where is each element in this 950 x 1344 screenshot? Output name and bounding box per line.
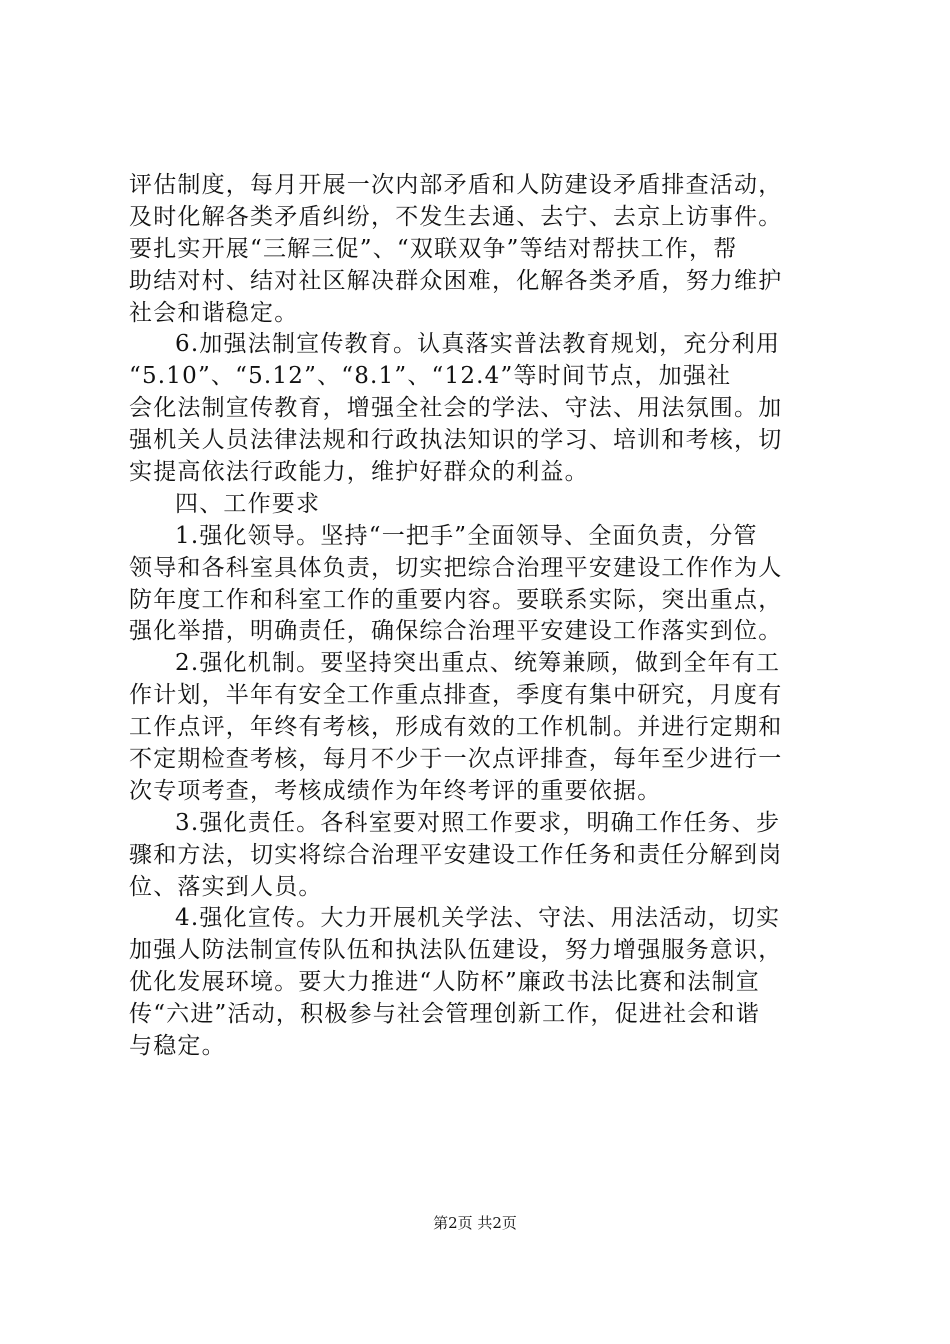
- section-heading: 四、工作要求: [175, 490, 321, 517]
- text-line: 要扎实开展“三解三促”、“双联双争”等结对帮扶工作，帮: [129, 235, 738, 262]
- text-line: 与稳定。: [129, 1033, 226, 1060]
- text-line: 工作点评，年终有考核，形成有效的工作机制。并进行定期和: [129, 714, 783, 741]
- document-body: [129, 170, 829, 1063]
- paragraph-start-line: 6.加强法制宣传教育。认真落实普法教育规划，充分利用: [175, 331, 781, 358]
- text-line: 骤和方法，切实将综合治理平安建设工作任务和责任分解到岗: [129, 841, 783, 868]
- paragraph-start-line: 1.强化领导。坚持“一把手”全面领导、全面负责，分管: [175, 522, 758, 549]
- text-line: 传“六进”活动，积极参与社会管理创新工作，促进社会和谐: [129, 1001, 760, 1028]
- text-line: 助结对村、结对社区解决群众困难，化解各类矛盾，努力维护: [129, 267, 783, 294]
- text-line: 评估制度，每月开展一次内部矛盾和人防建设矛盾排查活动，: [129, 172, 783, 198]
- text-line: 及时化解各类矛盾纠纷，不发生去通、去宁、去京上访事件。: [129, 203, 783, 230]
- text-line: 强化举措，明确责任，确保综合治理平安建设工作落实到位。: [129, 618, 783, 645]
- text-line: 不定期检查考核，每月不少于一次点评排查，每年至少进行一: [129, 746, 783, 773]
- text-line: 加强人防法制宣传队伍和执法队伍建设，努力增强服务意识，: [129, 937, 783, 964]
- text-line: “5.10”、“5.12”、“8.1”、“12.4”等时间节点，加强社: [129, 363, 732, 390]
- page-number-footer: 第2页 共2页: [433, 1214, 517, 1232]
- text-line: 作计划，半年有安全工作重点排查，季度有集中研究，月度有: [129, 682, 783, 709]
- text-line: 领导和各科室具体负责，切实把综合治理平安建设工作作为人: [129, 554, 783, 581]
- paragraph-start-line: 4.强化宣传。大力开展机关学法、守法、用法活动，切实: [175, 905, 781, 932]
- text-line: 实提高依法行政能力，维护好群众的利益。: [129, 459, 589, 486]
- text-line: 强机关人员法律法规和行政执法知识的学习、培训和考核，切: [129, 427, 783, 454]
- paragraph-start-line: 3.强化责任。各科室要对照工作要求，明确工作任务、步: [175, 809, 781, 836]
- text-line: 会化法制宣传教育，增强全社会的学法、守法、用法氛围。加: [129, 395, 783, 422]
- text-line: 社会和谐稳定。: [129, 299, 299, 326]
- text-line: 位、落实到人员。: [129, 873, 323, 900]
- text-line: 防年度工作和科室工作的重要内容。要联系实际，突出重点，: [129, 586, 783, 613]
- text-line: 次专项考查，考核成绩作为年终考评的重要依据。: [129, 777, 662, 804]
- paragraph-start-line: 2.强化机制。要坚持突出重点、统筹兼顾，做到全年有工: [175, 650, 781, 677]
- text-line: 优化发展环境。要大力推进“人防杯”廉政书法比赛和法制宣: [129, 969, 760, 996]
